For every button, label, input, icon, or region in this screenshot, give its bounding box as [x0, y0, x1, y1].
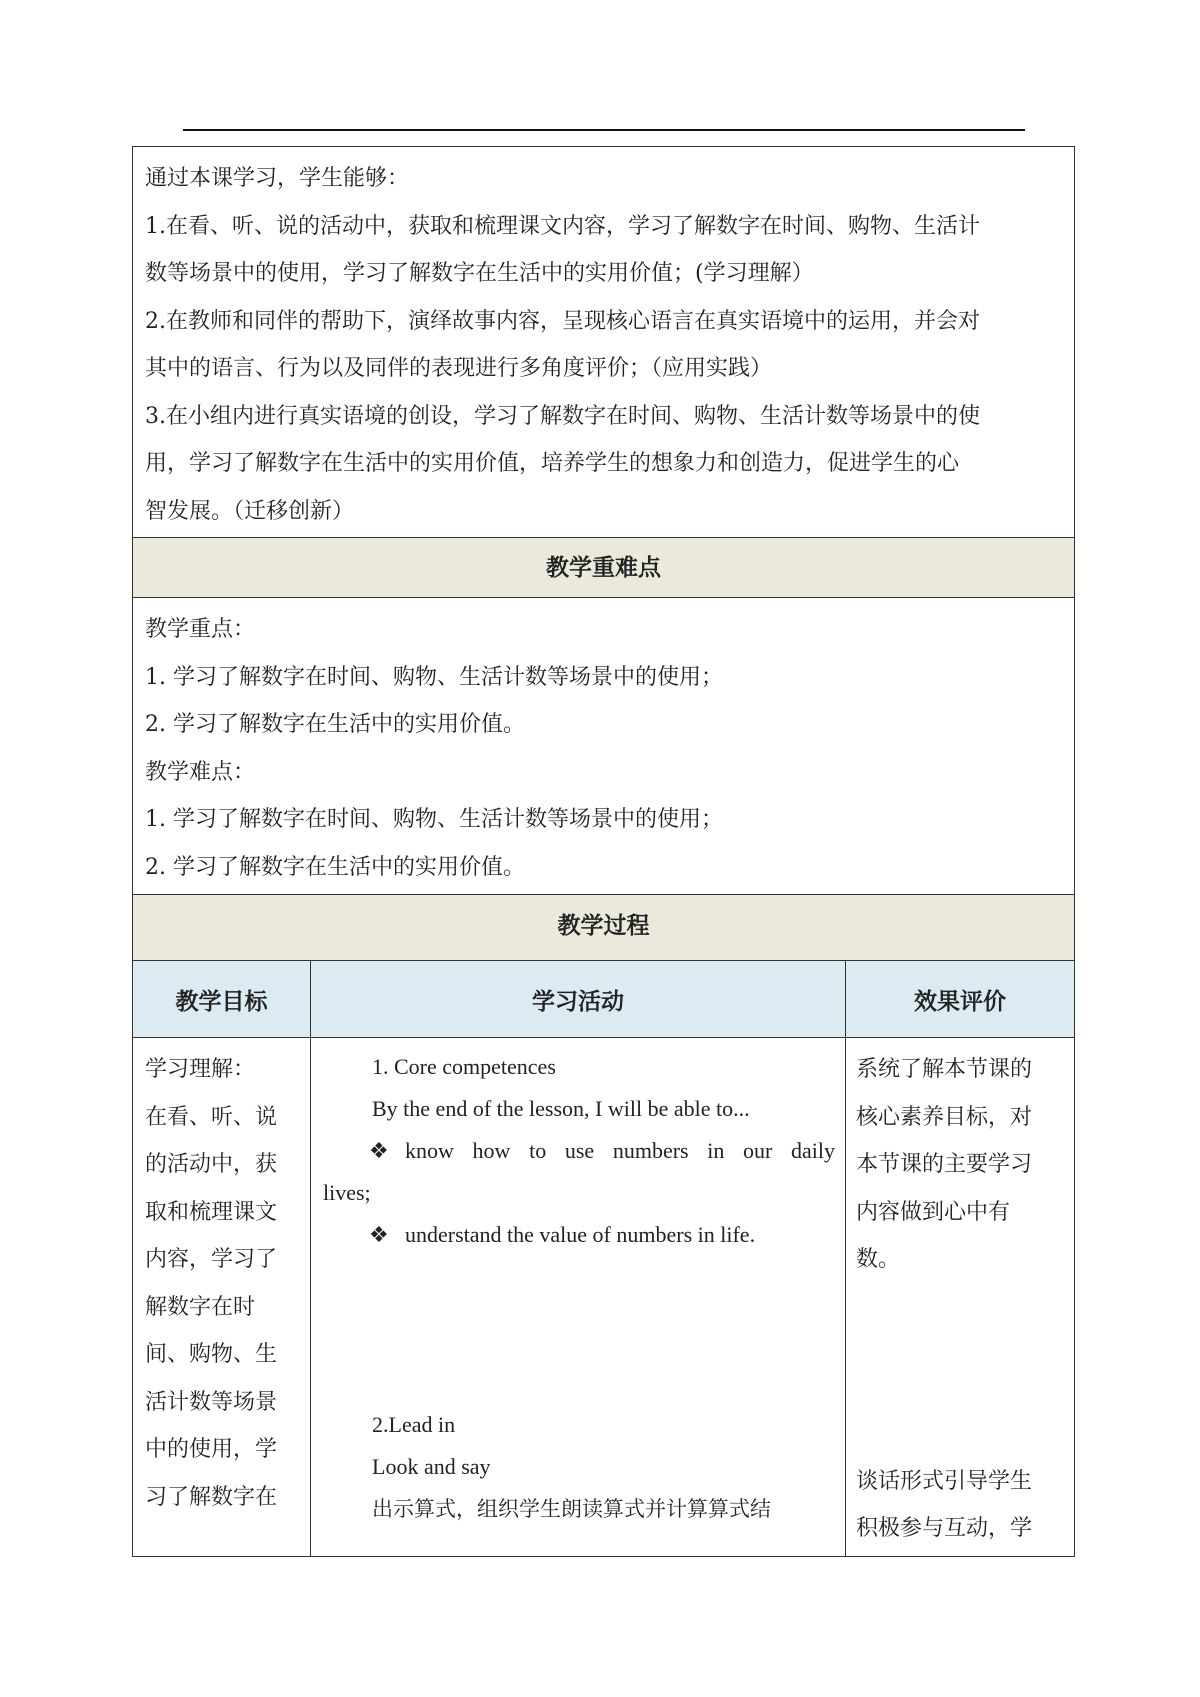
lesson-plan-table	[132, 146, 1075, 1557]
objectives-line: 用，学习了解数字在生活中的实用价值，培养学生的想象力和创造力，促进学生的心	[145, 451, 960, 476]
evaluation-line: 系统了解本节课的	[856, 1057, 1033, 1082]
core-competences-title: 1. Core competences	[372, 1054, 556, 1079]
goal-cell	[133, 1038, 311, 1556]
goal-line: 在看、听、说	[145, 1104, 278, 1130]
bullet-item	[323, 1130, 835, 1172]
objectives-cell	[132, 146, 1075, 537]
goal-line: 解数字在时	[145, 1294, 256, 1320]
objectives-line: 2.在教师和同伴的帮助下，演绎故事内容，呈现核心语言在真实语境中的运用，并会对	[145, 308, 980, 334]
diamond-bullet-icon: ❖	[369, 1222, 389, 1247]
activity-cell	[311, 1038, 846, 1556]
goal-line: 习了解数字在	[145, 1484, 278, 1510]
evaluation-line: 本节课的主要学习	[856, 1152, 1033, 1177]
key-points-line: 1. 学习了解数字在时间、购物、生活计数等场景中的使用；	[145, 807, 723, 832]
objectives-line: 智发展。（迁移创新）	[145, 498, 355, 524]
header-rule	[183, 129, 1025, 131]
evaluation-line: 积极参与互动，学	[856, 1516, 1033, 1541]
process-column-headers	[132, 960, 1075, 1037]
key-points-line: 2. 学习了解数字在生活中的实用价值。	[145, 712, 525, 737]
key-points-line: 教学难点：	[145, 759, 256, 785]
column-header-activity: 学习活动	[311, 961, 846, 1037]
evaluation-line: 数。	[856, 1247, 901, 1272]
diamond-bullet-icon: ❖	[369, 1138, 389, 1163]
lead-in-title: 2.Lead in	[372, 1412, 456, 1437]
lead-in-text: 出示算式，组织学生朗读算式并计算算式结	[372, 1497, 771, 1521]
goal-line: 取和梳理课文	[145, 1199, 278, 1225]
key-points-line: 1. 学习了解数字在时间、购物、生活计数等场景中的使用；	[145, 664, 723, 690]
goal-line: 学习理解：	[145, 1057, 256, 1082]
bullet-text: know how to use numbers in our daily	[405, 1138, 835, 1163]
evaluation-line: 内容做到心中有	[856, 1199, 1011, 1225]
objectives-line: 1.在看、听、说的活动中，获取和梳理课文内容，学习了解数字在时间、购物、生活计	[145, 213, 980, 239]
key-points-heading: 教学重难点	[132, 537, 1075, 597]
column-header-goal: 教学目标	[133, 961, 311, 1037]
goal-line: 活计数等场景	[145, 1389, 278, 1415]
evaluation-line: 核心素养目标，对	[856, 1104, 1033, 1130]
goal-line: 中的使用，学	[145, 1437, 278, 1462]
objectives-line: 其中的语言、行为以及同伴的表现进行多角度评价；（应用实践）	[145, 356, 773, 381]
objectives-line: 数等场景中的使用，学习了解数字在生活中的实用价值；(学习理解）	[145, 261, 814, 286]
core-competences-intro: By the end of the lesson, I will be able to...	[372, 1096, 750, 1121]
column-header-evaluation: 效果评价	[914, 988, 1006, 1015]
key-points-line: 2. 学习了解数字在生活中的实用价值。	[145, 854, 525, 880]
bullet-text-continued: lives;	[323, 1180, 371, 1205]
lead-in-subtitle: Look and say	[372, 1454, 491, 1479]
process-heading: 教学过程	[132, 894, 1075, 960]
bullet-item	[323, 1214, 835, 1256]
objectives-line: 通过本课学习，学生能够：	[145, 166, 410, 191]
key-points-line: 教学重点：	[145, 617, 256, 642]
evaluation-cell	[846, 1038, 1074, 1556]
key-points-cell	[132, 597, 1075, 894]
objectives-line: 3.在小组内进行真实语境的创设，学习了解数字在时间、购物、生活计数等场景中的使	[145, 403, 980, 429]
goal-line: 间、购物、生	[145, 1342, 278, 1367]
evaluation-line: 谈话形式引导学生	[856, 1468, 1033, 1494]
bullet-text: understand the value of numbers in life.	[405, 1222, 756, 1247]
goal-line: 内容，学习了	[145, 1247, 278, 1272]
goal-line: 的活动中，获	[145, 1152, 278, 1177]
process-row	[132, 1037, 1075, 1557]
